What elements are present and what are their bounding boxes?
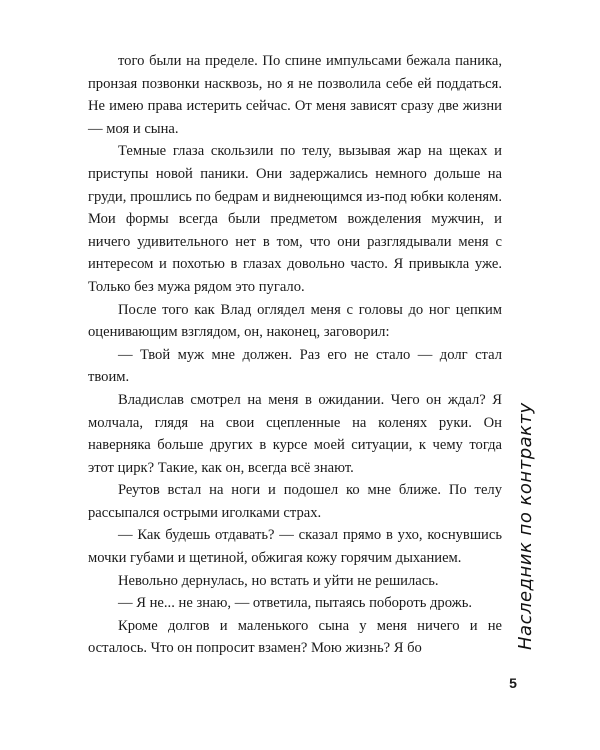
page-number: 5 xyxy=(509,675,517,691)
main-text xyxy=(88,50,502,660)
paragraph: того были на пределе. По спине импульсами бежала паника, пронзая позвонки насквозь, но я не позволила себе ей поддаться. Не имею права истерить сейчас. От меня зависят сразу две жизни — моя и сына. xyxy=(88,53,502,137)
paragraph: — Я не... не знаю, — ответила, пытаясь побороть дрожь. xyxy=(118,595,473,612)
paragraph: Реутов встал на ноги и подошел ко мне ближе. По телу рассыпался острыми иголками страх. xyxy=(88,482,502,521)
paragraph: После того как Влад оглядел меня с головы до ног цепким оценивающим взглядом, он, наконец, заговорил: xyxy=(88,301,502,341)
paragraph: — Как будешь отдавать? — сказал прямо в ухо, коснувшись мочки губами и щетиной, обжигая кожу горячим дыханием. xyxy=(88,527,502,567)
running-title: Наследник по контракту xyxy=(515,402,536,650)
paragraph: Невольно дернулась, но встать и уйти не решилась. xyxy=(118,572,439,589)
paragraph: Владислав смотрел на меня в ожидании. Чего он ждал? Я молчала, глядя на свои сцепленные на коленях руки. Он наверняка больше других в курсе моей ситуации, к чему тогда этот цирк? Такие, как он, всегда всё знают. xyxy=(88,391,502,476)
paragraph: — Твой муж мне должен. Раз его не стало — долг стал твоим. xyxy=(88,346,502,386)
paragraph: Темные глаза скользили по телу, вызывая жар на щеках и приступы новой паники. Они задержались немного дольше на груди, прошлись по бедрам и виднеющимся из-под юбки коленям. Мои формы всегда были предметом вожделения мужчин, и ничего удивительного нет в том, что они разглядывали меня с интересом и похотью в глазах довольно часто. Я привыкла уже. Только без мужа рядом это пугало. xyxy=(88,143,502,295)
paragraph: Кроме долгов и маленького сына у меня ничего и не осталось. Что он попросит взамен? Мою жизнь? Я бо xyxy=(88,617,502,657)
